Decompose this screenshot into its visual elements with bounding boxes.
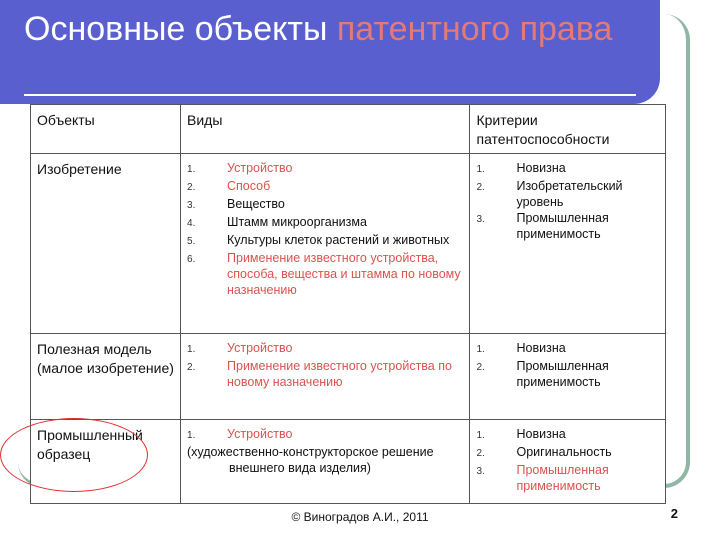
object-name: Промышленный образец bbox=[31, 420, 181, 504]
criteria-cell bbox=[470, 420, 666, 504]
list-text: Устройство bbox=[227, 341, 293, 355]
list-item bbox=[187, 340, 463, 358]
list-text: Промышленная применимость bbox=[516, 359, 609, 389]
list-number: 1. bbox=[476, 164, 485, 175]
object-name: Изобретение bbox=[31, 154, 181, 334]
list-text: Оригинальность bbox=[516, 445, 612, 459]
list-number: 2. bbox=[187, 182, 196, 193]
types-list bbox=[187, 426, 463, 444]
page-number: 2 bbox=[670, 506, 678, 521]
slide-title: Основные объекты патентного права bbox=[24, 10, 613, 48]
list-text: Вещество bbox=[227, 197, 285, 211]
list-text: Способ bbox=[227, 179, 271, 193]
list-text: Промышленная применимость bbox=[516, 463, 609, 493]
list-number: 4. bbox=[187, 218, 196, 229]
list-text: Новизна bbox=[516, 161, 566, 175]
list-item bbox=[476, 426, 659, 444]
types-cell bbox=[181, 420, 470, 504]
list-number: 6. bbox=[187, 254, 196, 265]
table-row bbox=[31, 154, 666, 334]
list-number: 3. bbox=[476, 214, 485, 225]
list-item bbox=[187, 196, 463, 214]
footer-copyright: © Виноградов А.И., 2011 bbox=[291, 510, 429, 524]
list-text: Применение известного устройства, способа, вещества и штамма по новому назначению bbox=[227, 251, 461, 297]
list-item bbox=[476, 210, 659, 242]
list-number: 1. bbox=[476, 430, 485, 441]
list-number: 2. bbox=[476, 448, 485, 459]
list-text: Штамм микроорганизма bbox=[227, 215, 367, 229]
list-item bbox=[187, 250, 463, 298]
types-note-line2: внешнего вида изделия) bbox=[229, 461, 371, 475]
list-number: 5. bbox=[187, 236, 196, 247]
types-list bbox=[187, 160, 463, 298]
list-text: Применение известного устройства по новому назначению bbox=[227, 359, 452, 389]
object-name: Полезная модель (малое изобретение) bbox=[31, 334, 181, 420]
list-item bbox=[476, 358, 659, 390]
list-number: 3. bbox=[476, 466, 485, 477]
highlight-oval bbox=[0, 418, 148, 492]
header-objects: Объекты bbox=[31, 105, 181, 154]
types-cell bbox=[181, 334, 470, 420]
list-number: 2. bbox=[187, 362, 196, 373]
list-item bbox=[476, 340, 659, 358]
list-item bbox=[187, 160, 463, 178]
table-row bbox=[31, 334, 666, 420]
types-cell bbox=[181, 154, 470, 334]
criteria-list bbox=[476, 160, 659, 242]
header-criteria: Критерии патентоспособности bbox=[470, 105, 666, 154]
criteria-list bbox=[476, 340, 659, 390]
list-item: 1. Устройство bbox=[187, 427, 293, 441]
list-item bbox=[187, 214, 463, 232]
list-number: 1. bbox=[476, 344, 485, 355]
criteria-cell bbox=[470, 334, 666, 420]
title-underline bbox=[24, 94, 636, 96]
list-number: 2. bbox=[476, 182, 485, 193]
criteria-cell bbox=[470, 154, 666, 334]
list-number: 1. bbox=[187, 164, 196, 175]
types-note-line1: (художественно-конструкторское решение bbox=[187, 445, 434, 459]
list-item bbox=[187, 178, 463, 196]
list-text: Изобретательский уровень bbox=[516, 179, 623, 209]
list-text: Новизна bbox=[516, 427, 566, 441]
list-item bbox=[187, 232, 463, 250]
types-list bbox=[187, 340, 463, 390]
criteria-list bbox=[476, 426, 659, 494]
list-text: Новизна bbox=[516, 341, 566, 355]
list-item bbox=[476, 178, 659, 210]
list-text: Культуры клеток растений и животных bbox=[227, 233, 450, 247]
list-number: 3. bbox=[187, 200, 196, 211]
list-text: Промышленная применимость bbox=[516, 211, 609, 241]
list-number: 2. bbox=[476, 362, 485, 373]
header-types: Виды bbox=[181, 105, 470, 154]
list-item bbox=[476, 160, 659, 178]
list-number: 1. bbox=[187, 344, 196, 355]
header-row bbox=[31, 105, 666, 154]
list-text: Устройство bbox=[227, 161, 293, 175]
list-item bbox=[187, 358, 463, 390]
list-item bbox=[476, 462, 659, 494]
list-item bbox=[476, 444, 659, 462]
